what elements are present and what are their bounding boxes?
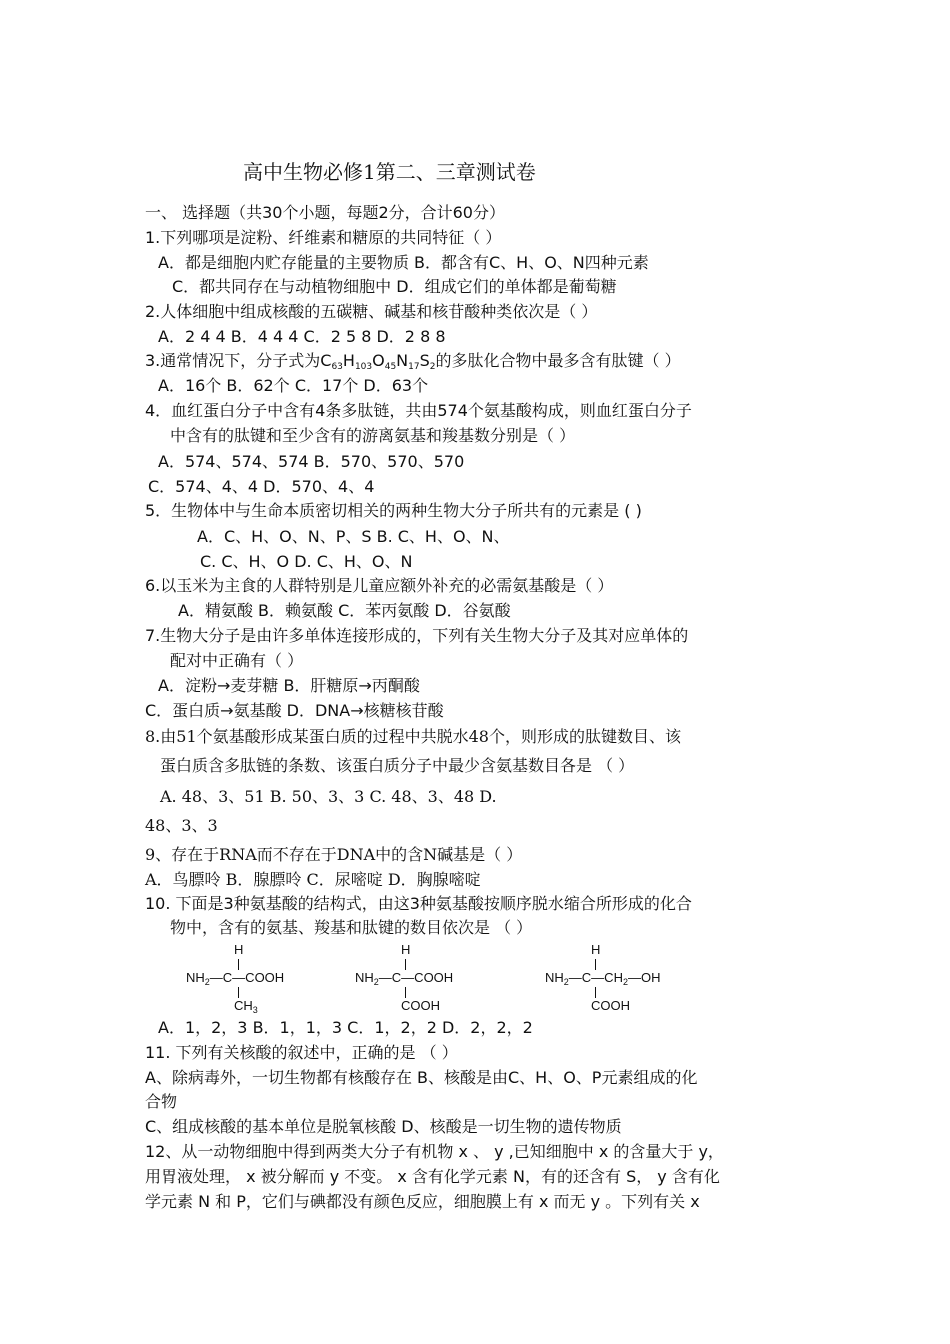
question-7-options-cd: C．蛋白质→氨基酸 D．DNA→核糖核苷酸 (145, 701, 444, 720)
question-10-options: A．1，2，3 B．1，1，3 C．1，2，2 D．2，2，2 (158, 1018, 533, 1037)
question-9: 9、存在于RNA而不存在于DNA中的含N碱基是（ ） (145, 845, 523, 864)
question-5-options-ab: A．C、H、O、N、P、S B. C、H、O、N、 (197, 527, 510, 546)
question-5-options-cd: C. C、H、O D. C、H、O、N (200, 552, 413, 571)
question-12-cont-2: 学元素 N 和 P，它们与碘都没有颜色反应，细胞膜上有 x 而无 y 。下列有关 x (145, 1192, 700, 1211)
question-3-options: A．16个 B．62个 C．17个 D．63个 (158, 376, 429, 395)
question-11-options-cd: C、组成核酸的基本单位是脱氧核酸 D、核酸是一切生物的遗传物质 (145, 1117, 622, 1136)
question-8-cont: 蛋白质含多肽链的条数、该蛋白质分子中最少含氨基数目各是 （ ） (160, 756, 635, 775)
question-7: 7.生物大分子是由许多单体连接形成的，下列有关生物大分子及其对应单体的 (145, 626, 689, 645)
amino-acid-structure-2: H $NH_2—C—COOH$ COOH (355, 942, 454, 1013)
question-10-cont: 物中，含有的氨基、羧基和肽键的数目依次是 （ ） (170, 918, 533, 937)
question-11-options-ab: A、除病毒外，一切生物都有核酸存在 B、核酸是由C、H、O、P元素组成的化 (145, 1068, 698, 1087)
question-8: 8.由51个氨基酸形成某蛋白质的过程中共脱水48个，则形成的肽键数目、该 (145, 727, 681, 746)
question-11: 11. 下列有关核酸的叙述中，正确的是 （ ） (145, 1043, 458, 1062)
question-2: 2.人体细胞中组成核酸的五碳糖、碱基和核苷酸种类依次是（ ） (145, 302, 598, 321)
question-7-cont: 配对中正确有（ ） (170, 651, 304, 670)
question-8-options: A. 48、3、51 B. 50、3、3 C. 48、3、48 D. (160, 787, 497, 806)
question-4-options-cd: C．574、4、4 D．570、4、4 (148, 477, 375, 496)
amino-acid-structure-3: H $NH_2—C—CH_2—OH$ COOH (545, 942, 661, 1013)
question-3: 3.通常情况下，分子式为$C_{63}H_{103}O_{45}N_{17}S_2$的多肽化合物中最多含有肽键（ ） (145, 351, 681, 372)
question-1-options-cd: C．都共同存在与动植物细胞中 D．组成它们的单体都是葡萄糖 (172, 277, 617, 296)
question-2-options: A．2 4 4 B．4 4 4 C．2 5 8 D．2 8 8 (158, 327, 446, 346)
question-4: 4．血红蛋白分子中含有4条多肽链，共由574个氨基酸构成，则血红蛋白分子 (145, 401, 692, 420)
question-6-options: A．精氨酸 B．赖氨酸 C．苯丙氨酸 D．谷氨酸 (178, 601, 511, 620)
amino-acid-structure-1: H $NH_2—C—COOH$ $CH_3$ (186, 942, 285, 1015)
question-8-option-d: 48、3、3 (145, 816, 218, 835)
page-title: 高中生物必修1第二、三章测试卷 (243, 160, 536, 184)
question-9-options: A．鸟膘呤 B．腺膘呤 C．尿嘧啶 D．胸腺嘧啶 (145, 870, 481, 889)
question-1: 1.下列哪项是淀粉、纤维素和糖原的共同特征（ ） (145, 228, 502, 247)
question-12-cont-1: 用胃液处理， x 被分解而 y 不变。 x 含有化学元素 N，有的还含有 S， y 含有化 (145, 1167, 720, 1186)
question-1-options-ab: A．都是细胞内贮存能量的主要物质 B．都含有C、H、O、N四种元素 (158, 253, 649, 272)
question-12: 12、从一动物细胞中得到两类大分子有机物 x 、 y ,已知细胞中 x 的含量大于 y， (145, 1142, 724, 1161)
question-11-options-ab-cont: 合物 (145, 1092, 178, 1111)
question-4-options-ab: A．574、574、574 B．570、570、570 (158, 452, 465, 471)
section-heading: 一、 选择题（共30个小题，每题2分，合计60分） (145, 203, 505, 222)
question-6: 6.以玉米为主食的人群特别是儿童应额外补充的必需氨基酸是（ ） (145, 576, 614, 595)
question-10: 10. 下面是3种氨基酸的结构式，由这3种氨基酸按顺序脱水缩合所形成的化合 (145, 894, 692, 913)
question-7-options-ab: A．淀粉→麦芽糖 B．肝糖原→丙酮酸 (158, 676, 420, 695)
question-5: 5．生物体中与生命本质密切相关的两种生物大分子所共有的元素是 ( ) (145, 501, 642, 520)
question-4-cont: 中含有的肽键和至少含有的游离氨基和羧基数分别是（ ） (170, 426, 576, 445)
